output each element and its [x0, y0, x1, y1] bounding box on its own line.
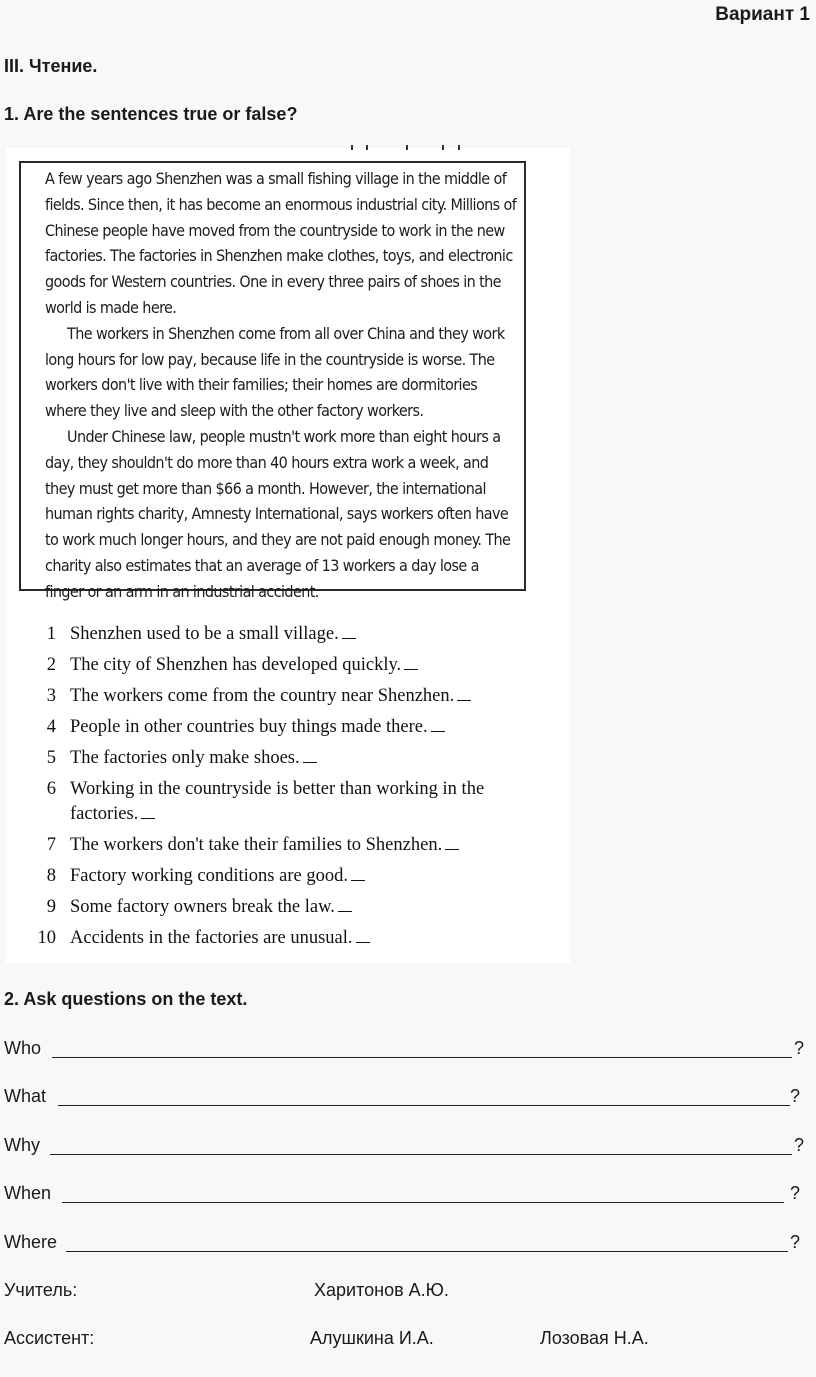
statement-text: The workers come from the country near Shenzhen.	[70, 686, 455, 706]
question-mark: ?	[794, 1038, 805, 1058]
statement-text: The workers don't take their families to Shenzhen.	[70, 835, 443, 855]
passage-paragraph-3: Under Chinese law, people mustn't work more than eight hours a day, they shouldn't do more than 40 hours extra work a week, and they must get more than $66 a month. However, the international human rights charity, Amnesty International, says workers often have to work much longer hours, and they are not paid enough money. The charity also estimates that an average of 13 workers a day lose a finger or an arm in an industrial accident.	[45, 426, 511, 601]
answer-blank[interactable]	[445, 835, 459, 850]
statement-number: 9	[46, 897, 56, 917]
statement-item	[34, 746, 554, 777]
answer-blank[interactable]	[342, 624, 356, 639]
question-word: When	[4, 1183, 52, 1203]
answer-blank[interactable]	[351, 866, 365, 881]
statement-number: 2	[46, 655, 56, 675]
task1-title: 1. Are the sentences true or false?	[4, 104, 298, 124]
answer-blank[interactable]	[303, 748, 317, 763]
question-word: What	[4, 1086, 47, 1106]
statement-text: Accidents in the factories are unusual.	[70, 928, 353, 948]
statement-text: Some factory owners break the law.	[70, 897, 335, 917]
question-mark: ?	[794, 1135, 805, 1155]
answer-line[interactable]	[50, 1154, 792, 1155]
statement-number: 6	[46, 779, 56, 799]
statement-item	[34, 777, 554, 833]
statement-number: 8	[46, 866, 56, 886]
answer-line[interactable]	[66, 1251, 788, 1252]
statement-item	[34, 653, 554, 684]
textbook-scan	[6, 148, 570, 963]
answer-blank[interactable]	[431, 717, 445, 732]
statement-number: 3	[46, 686, 56, 706]
statement-text: The city of Shenzhen has developed quickly.	[70, 655, 402, 675]
answer-blank[interactable]	[141, 804, 155, 819]
variant-label: Вариант 1	[715, 4, 810, 25]
statement-item	[34, 684, 554, 715]
statement-item	[34, 833, 554, 864]
question-word: Who	[4, 1038, 42, 1058]
question-mark: ?	[790, 1183, 801, 1203]
statement-text: Working in the countryside is better than working in the factories.	[70, 779, 485, 824]
assistant-name-2: Лозовая Н.А.	[540, 1328, 649, 1348]
statement-number: 4	[46, 717, 56, 737]
statement-item	[34, 895, 554, 926]
answer-line[interactable]	[58, 1105, 790, 1106]
passage-paragraph-2: The workers in Shenzhen come from all over China and they work long hours for low pay, because life in the countryside is worse. The workers don't live with their families; their homes are dormitories where they live and sleep with the other factory workers.	[45, 323, 505, 421]
statement-text: Factory working conditions are good.	[70, 866, 348, 886]
section-title: III. Чтение.	[4, 56, 98, 76]
statement-item	[34, 622, 554, 653]
statement-item	[34, 864, 554, 895]
statement-number: 7	[46, 835, 56, 855]
statement-text: The factories only make shoes.	[70, 748, 300, 768]
assistant-name-1: Алушкина И.А.	[310, 1328, 434, 1348]
answer-line[interactable]	[52, 1057, 792, 1058]
task2-title: 2. Ask questions on the text.	[4, 989, 248, 1009]
question-word: Where	[4, 1232, 58, 1252]
statement-list	[34, 622, 554, 957]
answer-blank[interactable]	[404, 655, 418, 670]
answer-blank[interactable]	[338, 897, 352, 912]
statement-number: 1	[46, 624, 56, 644]
answer-line[interactable]	[62, 1202, 784, 1203]
statement-number: 10	[37, 928, 56, 948]
teacher-name: Харитонов А.Ю.	[314, 1280, 449, 1300]
statement-item	[34, 926, 554, 957]
statement-text: People in other countries buy things made there.	[70, 717, 428, 737]
question-mark: ?	[790, 1232, 801, 1252]
assistant-label: Ассистент:	[4, 1328, 95, 1348]
question-word: Why	[4, 1135, 40, 1155]
passage-paragraph-1: A few years ago Shenzhen was a small fishing village in the middle of fields. Since then, it has become an enormous industrial city. Millions of Chinese people have moved from the countryside to work in the new factories. The factories in Shenzhen make clothes, toys, and electronic goods for Western countries. One in every three pairs of shoes in the world is made here.	[45, 169, 517, 317]
reading-passage	[19, 161, 526, 601]
answer-blank[interactable]	[356, 928, 370, 943]
teacher-label: Учитель:	[4, 1280, 78, 1300]
answer-blank[interactable]	[457, 686, 471, 701]
statement-text: Shenzhen used to be a small village.	[70, 624, 339, 644]
question-mark: ?	[790, 1086, 801, 1106]
statement-number: 5	[46, 748, 56, 768]
statement-item	[34, 715, 554, 746]
